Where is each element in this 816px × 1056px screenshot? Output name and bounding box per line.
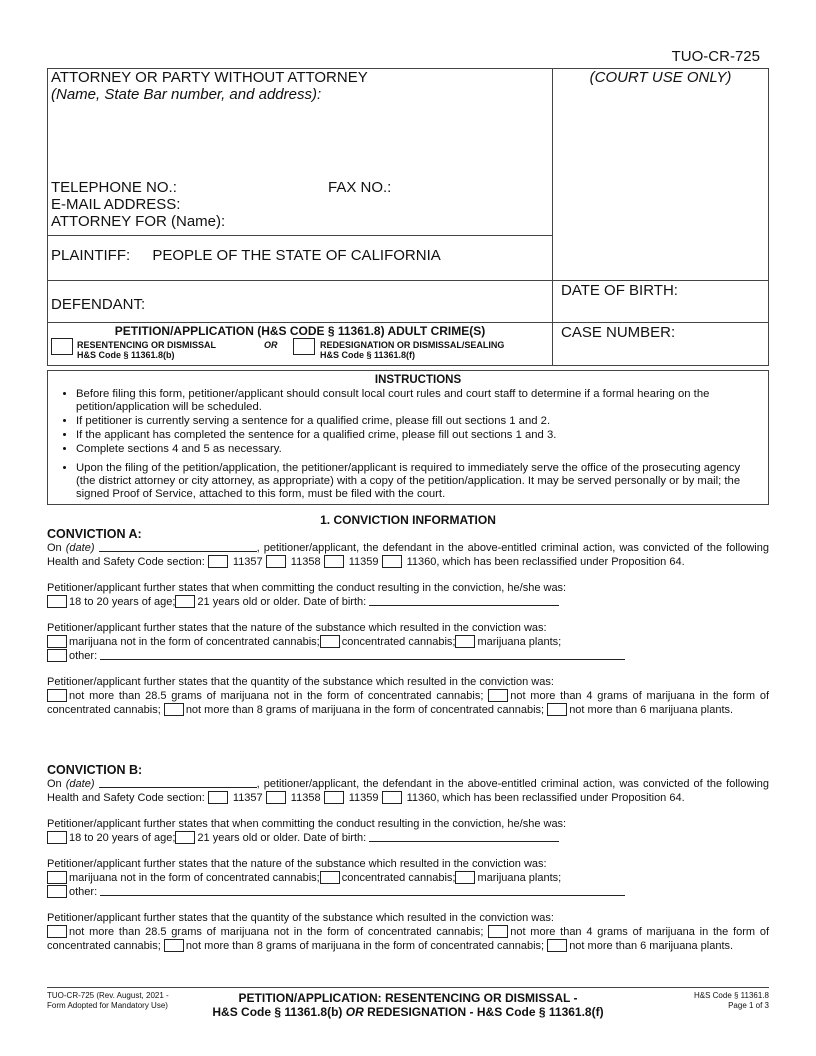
code-label: 11358	[290, 556, 321, 568]
resentencing-checkbox[interactable]	[51, 338, 73, 355]
dob-label: DATE OF BIRTH:	[561, 282, 678, 299]
instruction-item: • If petitioner is currently serving a sentence for a qualified crime, please fill out sections 1 and 2.	[76, 415, 760, 428]
code-11357-checkbox[interactable]	[208, 555, 228, 568]
age-18-20-checkbox[interactable]	[47, 595, 67, 608]
nature-intro: Petitioner/applicant further states that the nature of the substance which resulted in the conviction was:	[47, 858, 547, 870]
footer-code: H&S Code § 11361.8	[693, 991, 769, 1000]
option1-label: RESENTENCING OR DISMISSAL	[77, 340, 217, 350]
attorney-label: ATTORNEY OR PARTY WITHOUT ATTORNEY	[51, 69, 368, 86]
age-21-plus-checkbox[interactable]	[175, 831, 195, 844]
footer-adopted: Form Adopted for Mandatory Use)	[47, 1001, 168, 1010]
plaintiff-value: PEOPLE OF THE STATE OF CALIFORNIA	[152, 247, 441, 264]
conviction-b	[47, 764, 769, 953]
qty-8g-checkbox[interactable]	[164, 703, 184, 716]
dob-field[interactable]	[369, 595, 559, 606]
instructions-box	[47, 370, 769, 505]
code-label: 11359	[348, 792, 379, 804]
other-field[interactable]	[100, 649, 625, 660]
nature3-label: marijuana plants;	[477, 872, 562, 884]
footer-title-or: OR	[345, 1005, 364, 1019]
court-use-label: (COURT USE ONLY)	[589, 69, 732, 86]
or-label: OR	[264, 340, 278, 350]
court-use-box	[552, 68, 769, 281]
on-label: On	[47, 542, 66, 554]
attorney-box[interactable]	[47, 68, 553, 236]
case-number-box[interactable]	[552, 322, 769, 366]
option2-code: H&S Code § 11361.8(f)	[320, 350, 416, 360]
reclassified-text: , which has been reclassified under Proposition 64.	[436, 792, 685, 804]
other-label: other:	[69, 886, 101, 898]
footer	[47, 987, 769, 1019]
quantity-intro: Petitioner/applicant further states that the quantity of the substance which resulted in the conviction was:	[47, 912, 554, 924]
page-number: Page 1 of 3	[728, 1001, 769, 1010]
instruction-item: • Upon the filing of the petition/application, the petitioner/applicant is required to immediately serve the office of the prosecuting agency (the district attorney or city attorney, as appropriate) with a copy of the petition/application. It may be served personally or by mail; the signed Proof of Service, attached to this form, must be filed with the court.	[76, 462, 760, 501]
instruction-item: • If the applicant has completed the sentence for a qualified crime, please fill out sections 1 and 3.	[76, 429, 760, 442]
qty3-label: not more than 8 grams of marijuana in the form of concentrated cannabis;	[185, 704, 545, 716]
nature-concentrated-checkbox[interactable]	[320, 635, 340, 648]
age-intro: Petitioner/applicant further states that when committing the conduct resulting in the conviction, he/she was:	[47, 582, 567, 594]
convicted-text: , petitioner/applicant, the defendant in the above-entitled criminal action, was convicted of the following Health and Safety Code section:	[47, 778, 769, 804]
age1-label: 18 to 20 years of age;	[69, 832, 176, 844]
instruction-item: • Before filing this form, petitioner/applicant should consult local court rules and court staff to determine if a formal hearing on the petition/application will be scheduled.	[76, 388, 760, 414]
qty-6-plants-checkbox[interactable]	[547, 939, 567, 952]
attorney-sub-label: (Name, State Bar number, and address):	[51, 86, 322, 103]
date-label: (date)	[65, 542, 95, 554]
age2-label: 21 years old or older. Date of birth:	[197, 832, 370, 844]
nature-marijuana-checkbox[interactable]	[47, 635, 67, 648]
qty1-label: not more than 28.5 grams of marijuana not in the form of concentrated cannabis;	[69, 926, 484, 938]
petition-box	[47, 322, 553, 366]
code-11358-checkbox[interactable]	[266, 555, 286, 568]
conviction-title: CONVICTION A:	[47, 527, 142, 541]
qty-8g-checkbox[interactable]	[164, 939, 184, 952]
dob-box[interactable]	[552, 280, 769, 323]
on-label: On	[47, 778, 66, 790]
conviction-title: CONVICTION B:	[47, 763, 143, 777]
option1-code: H&S Code § 11361.8(b)	[77, 350, 175, 360]
code-11357-checkbox[interactable]	[208, 791, 228, 804]
option2-label: REDESIGNATION OR DISMISSAL/SEALING	[320, 340, 505, 350]
footer-title-line1: PETITION/APPLICATION: RESENTENCING OR DISMISSAL -	[238, 991, 578, 1005]
defendant-box[interactable]	[47, 280, 553, 323]
qty2-label: not more than 4 grams of marijuana in the form of concentrated cannabis;	[47, 690, 770, 716]
qty-28-5g-checkbox[interactable]	[47, 925, 67, 938]
nature1-label: marijuana not in the form of concentrated cannabis;	[69, 636, 320, 648]
nature-intro: Petitioner/applicant further states that the nature of the substance which resulted in the conviction was:	[47, 622, 547, 634]
footer-title-part: H&S Code § 11361.8(b)	[212, 1005, 346, 1019]
footer-title-part: REDESIGNATION - H&S Code § 11361.8(f)	[363, 1005, 604, 1019]
code-11359-checkbox[interactable]	[324, 791, 344, 804]
age-intro: Petitioner/applicant further states that when committing the conduct resulting in the conviction, he/she was:	[47, 818, 567, 830]
qty2-label: not more than 4 grams of marijuana in the form of concentrated cannabis;	[47, 926, 770, 952]
age2-label: 21 years old or older. Date of birth:	[197, 596, 370, 608]
conviction-date-field[interactable]	[99, 541, 257, 552]
redesignation-checkbox[interactable]	[293, 338, 315, 355]
form-number: TUO-CR-725	[671, 48, 760, 65]
code-label: 11357	[232, 556, 263, 568]
instruction-item: • Complete sections 4 and 5 as necessary.	[76, 443, 760, 456]
email-label: E-MAIL ADDRESS:	[51, 196, 181, 213]
nature3-label: marijuana plants;	[477, 636, 562, 648]
qty3-label: not more than 8 grams of marijuana in the form of concentrated cannabis;	[185, 940, 545, 952]
qty1-label: not more than 28.5 grams of marijuana not in the form of concentrated cannabis;	[69, 690, 484, 702]
qty4-label: not more than 6 marijuana plants.	[569, 940, 734, 952]
nature2-label: concentrated cannabis;	[341, 636, 456, 648]
nature-plants-checkbox[interactable]	[455, 871, 475, 884]
fax-label: FAX NO.:	[328, 179, 392, 196]
case-number-label: CASE NUMBER:	[561, 324, 676, 341]
other-field[interactable]	[100, 885, 625, 896]
code-11359-checkbox[interactable]	[324, 555, 344, 568]
nature2-label: concentrated cannabis;	[341, 872, 456, 884]
conviction-a	[47, 528, 769, 717]
convicted-text: , petitioner/applicant, the defendant in the above-entitled criminal action, was convicted of the following Health and Safety Code section:	[47, 542, 769, 568]
telephone-label: TELEPHONE NO.:	[51, 179, 177, 196]
nature1-label: marijuana not in the form of concentrated cannabis;	[69, 872, 320, 884]
quantity-intro: Petitioner/applicant further states that the quantity of the substance which resulted in the conviction was:	[47, 676, 554, 688]
plaintiff-label: PLAINTIFF:	[51, 247, 131, 264]
defendant-label: DEFENDANT:	[51, 296, 146, 313]
nature-concentrated-checkbox[interactable]	[320, 871, 340, 884]
code-label: 11357	[232, 792, 263, 804]
nature-plants-checkbox[interactable]	[455, 635, 475, 648]
code-11360-checkbox[interactable]	[382, 555, 402, 568]
age-18-20-checkbox[interactable]	[47, 831, 67, 844]
section1-title: 1. CONVICTION INFORMATION	[320, 513, 496, 527]
code-11358-checkbox[interactable]	[266, 791, 286, 804]
attorney-for-label: ATTORNEY FOR (Name):	[51, 213, 226, 230]
conviction-date-field[interactable]	[99, 777, 257, 788]
nature-marijuana-checkbox[interactable]	[47, 871, 67, 884]
footer-form-rev: TUO-CR-725 (Rev. August, 2021 -	[47, 991, 169, 1000]
code-11360-checkbox[interactable]	[382, 791, 402, 804]
footer-title	[47, 991, 769, 1019]
plaintiff-box	[47, 235, 553, 281]
qty-4g-checkbox[interactable]	[488, 689, 508, 702]
code-label: 11358	[290, 792, 321, 804]
code-label: 11360	[406, 556, 437, 568]
other-label: other:	[69, 650, 101, 662]
age-21-plus-checkbox[interactable]	[175, 595, 195, 608]
qty-6-plants-checkbox[interactable]	[547, 703, 567, 716]
qty-4g-checkbox[interactable]	[488, 925, 508, 938]
dob-field[interactable]	[369, 831, 559, 842]
nature-other-checkbox[interactable]	[47, 885, 67, 898]
qty-28-5g-checkbox[interactable]	[47, 689, 67, 702]
date-label: (date)	[65, 778, 95, 790]
code-label: 11360	[406, 792, 437, 804]
instructions-title: INSTRUCTIONS	[374, 374, 462, 386]
reclassified-text: , which has been reclassified under Proposition 64.	[436, 556, 685, 568]
age1-label: 18 to 20 years of age;	[69, 596, 176, 608]
nature-other-checkbox[interactable]	[47, 649, 67, 662]
qty4-label: not more than 6 marijuana plants.	[569, 704, 734, 716]
petition-title: PETITION/APPLICATION (H&S CODE § 11361.8) ADULT CRIME(S)	[114, 324, 486, 338]
code-label: 11359	[348, 556, 379, 568]
